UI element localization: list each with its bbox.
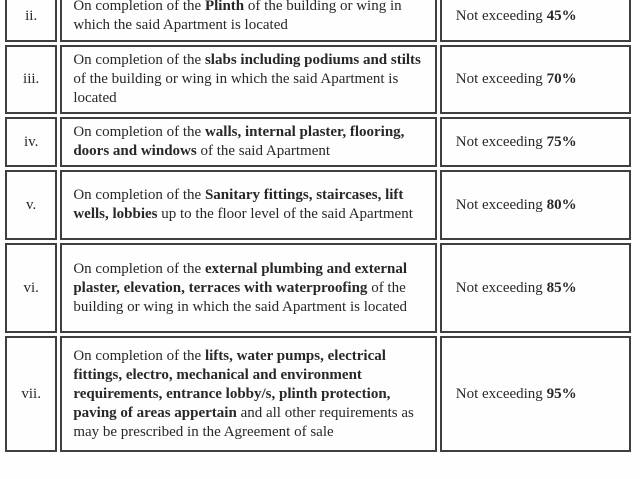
description-segment: slabs including podiums and stilts <box>204 52 421 68</box>
description-segment: walls, internal plaster, flooring, doors and windows <box>73 124 405 159</box>
payment-segment: 70% <box>546 71 577 87</box>
description-segment: of the building or wing in which the said Apartment is located <box>73 279 408 315</box>
serial-cell: vi. <box>5 243 57 333</box>
payment-segment: Not exceeding <box>455 385 547 402</box>
payment-cell <box>440 170 631 240</box>
description-segment: On completion of the <box>73 187 205 203</box>
payment-segment: 75% <box>546 133 577 150</box>
payment-segment: Not exceeding <box>455 279 547 296</box>
description-segment: On completion of the <box>73 124 205 140</box>
table-row <box>5 336 631 452</box>
payment-segment: 85% <box>546 279 577 296</box>
description-cell <box>60 170 436 240</box>
description-cell <box>60 45 436 114</box>
table-row <box>5 170 631 240</box>
payment-segment: Not exceeding <box>455 196 547 213</box>
payment-cell <box>440 336 631 452</box>
description-segment: external plumbing and external plaster, elevation, terraces with waterproofing <box>73 260 408 296</box>
payment-segment: 45% <box>546 7 577 24</box>
payment-segment: Not exceeding <box>455 133 547 150</box>
table-body <box>5 0 631 452</box>
payment-segment: 95% <box>546 385 577 402</box>
description-segment: On completion of the <box>73 260 205 277</box>
serial-cell: iv. <box>5 117 57 167</box>
serial-cell: ii. <box>5 0 57 42</box>
table-row <box>5 117 631 167</box>
serial-cell: iii. <box>5 45 57 114</box>
description-segment: of the building or wing in which the said Apartment is located <box>73 0 402 33</box>
description-cell <box>60 0 436 42</box>
payment-cell <box>440 117 631 167</box>
description-segment: On completion of the <box>73 0 205 14</box>
description-cell <box>60 117 436 167</box>
description-cell <box>60 243 436 333</box>
serial-cell: vii. <box>5 336 57 452</box>
description-segment: Plinth <box>204 0 245 14</box>
payment-cell <box>440 243 631 333</box>
table-row <box>5 0 631 42</box>
description-segment: On completion of the <box>73 347 205 364</box>
payment-schedule-table <box>2 0 634 455</box>
table-row <box>5 45 631 114</box>
payment-cell <box>440 0 631 42</box>
description-segment: of the said Apartment <box>196 143 331 159</box>
description-segment: On completion of the <box>73 52 205 68</box>
payment-segment: 80% <box>546 196 577 213</box>
description-segment: of the building or wing in which the said Apartment is located <box>73 71 399 106</box>
payment-segment: Not exceeding <box>455 7 547 24</box>
payment-segment: Not exceeding <box>455 71 547 87</box>
description-segment: lifts, water pumps, electrical fittings, electro, mechanical and environment requirements, entrance lobby/s, plinth protection, paving of areas appertain <box>73 347 391 421</box>
table-row <box>5 243 631 333</box>
description-segment: and all other requirements as may be prescribed in the Agreement of sale <box>73 404 414 440</box>
description-segment: up to the floor level of the said Apartment <box>157 206 413 222</box>
serial-cell: v. <box>5 170 57 240</box>
description-segment: Sanitary fittings, staircases, lift wells, lobbies <box>73 187 404 222</box>
payment-cell <box>440 45 631 114</box>
description-cell <box>60 336 436 452</box>
